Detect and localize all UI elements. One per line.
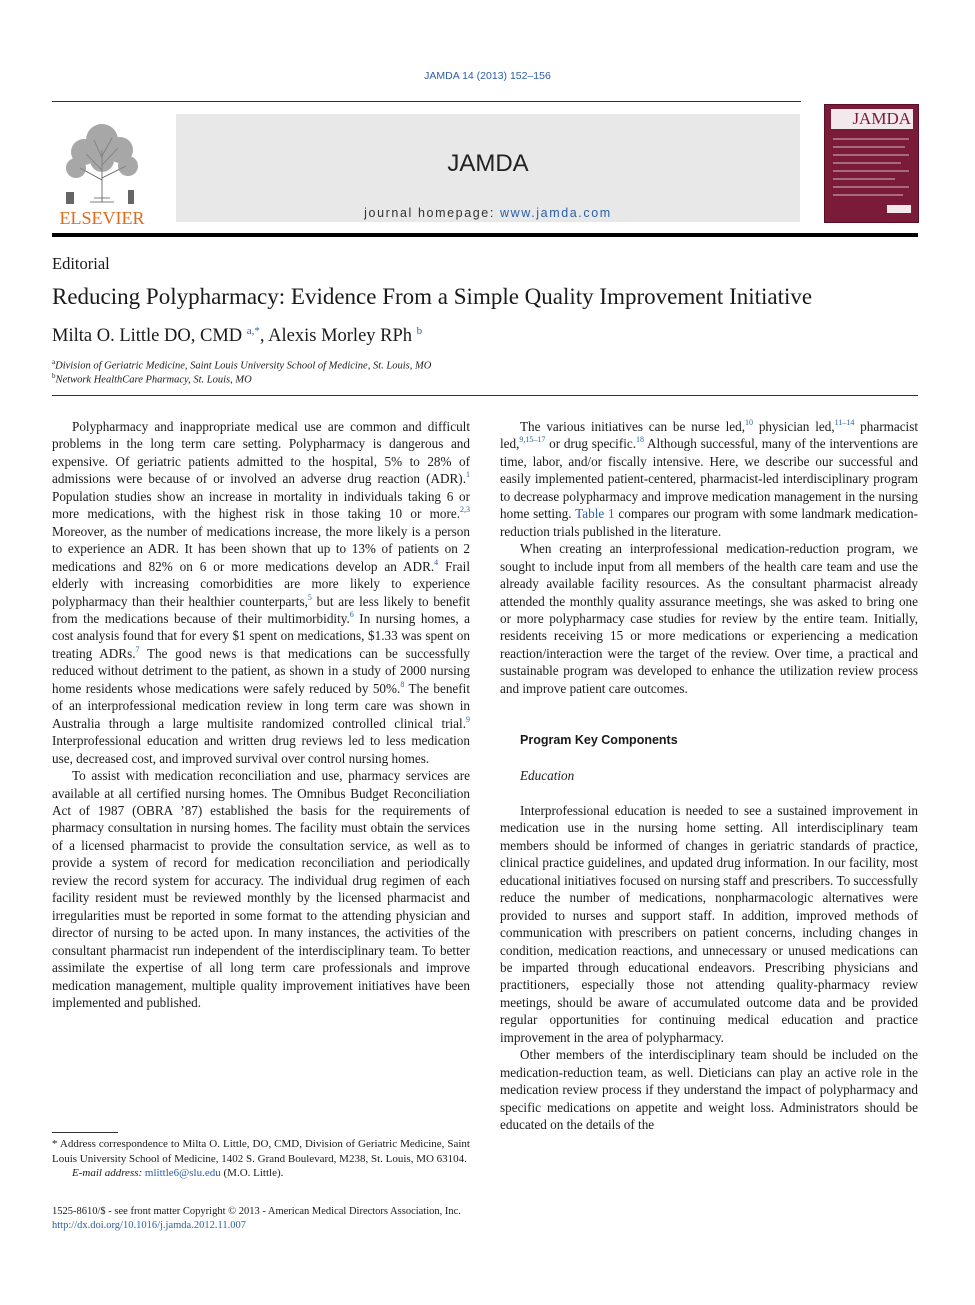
section-heading: Program Key Components bbox=[520, 733, 678, 748]
elsevier-wordmark: ELSEVIER bbox=[59, 208, 145, 228]
header-rule bbox=[52, 101, 801, 102]
author-separator: , bbox=[259, 326, 269, 346]
doi-link[interactable]: http://dx.doi.org/10.1016/j.jamda.2012.11.007 bbox=[52, 1220, 246, 1231]
body-paragraph: Polypharmacy and inappropriate medical use are common and difficult problems in the long term care setting. Polypharmacy is dangerous and expensive. Of geriatric patients admitted to the hospital, 5% to 28% of admissions were because of or involved an adverse drug reaction (ADR).$^1$ Population studies show an increase in mortality in individuals taking 6 or more medications, with the highest risk in those taking 10 or more.$^{2,3}$ Moreover, as the number of medications increase, the more likely is a person to experience an ADR. It has been shown that up to 13% of patients on 2 medications and 82% on 6 or more medications develop an ADR.$^4$ Frail elderly with increasing comorbidities are more likely to experience polypharmacy than their healthier counterparts,$^5$ but are less likely to benefit from the medications because of their multimorbidity.$^6$ In nursing homes, a cost analysis found that for every $1 spent on medications, $1.33 was spent on treating ADRs.$^7$ The good news is that medications can be successfully reduced without detriment to the patient, as shown in a study of 2000 nursing home residents whose medications were safely reduced by 50%.$^8$ The benefit of an interprofessional medication review in long term care was shown in Australia through a large multisite randomized controlled clinical trial.$^9$ Interprofessional education and written drug reviews led to less medication use, decreased cost, and improved survival over control nursing homes. bbox=[52, 419, 470, 766]
reference-link[interactable]: 11–14 bbox=[834, 418, 855, 427]
email-label: E-mail address: bbox=[72, 1167, 143, 1179]
correspondence-text: * Address correspondence to Milta O. Little, DO, CMD, Division of Geriatric Medicine, Saint Louis University School of Medicine, 1402 S. Grand Boulevard, M238, St. Louis, MO 63104. bbox=[52, 1138, 470, 1165]
article-title: Reducing Polypharmacy: Evidence From a Simple Quality Improvement Initiative bbox=[52, 284, 813, 309]
body-paragraph: Other members of the interdisciplinary team should be included on the medication-reduction team, as well. Dieticians can play an active role in the medication review process if they understand the impact of polypharmacy and specific medications on appetite and weight loss. Administrators should be educated on the details of the bbox=[500, 1047, 918, 1133]
footnote-rule bbox=[52, 1132, 118, 1133]
journal-title: JAMDA bbox=[447, 150, 529, 177]
affiliation-a bbox=[52, 358, 431, 372]
reference-link[interactable]: 2,3 bbox=[460, 505, 470, 515]
page-footer bbox=[52, 1205, 461, 1233]
email-suffix: (M.O. Little). bbox=[220, 1167, 284, 1179]
reference-link[interactable]: 8 bbox=[400, 679, 405, 689]
email-link[interactable]: mlittle6@slu.edu bbox=[144, 1167, 221, 1179]
reference-link[interactable]: 6 bbox=[349, 609, 354, 619]
elsevier-logo bbox=[50, 110, 154, 228]
journal-citation[interactable]: JAMDA 14 (2013) 152–156 bbox=[424, 70, 551, 82]
body-paragraph: To assist with medication reconciliation and use, pharmacy services are available at all certified nursing homes. The Omnibus Budget Reconciliation Act of 1987 (OBRA ’87) established the basis for the requirements of pharmacy consultation in nursing homes. The facility must obtain the services of a licensed pharmacist to provide the consultation service, as well as to provide a system of record for medication reconciliation and periodically review the record system for accuracy. The individual drug regimen of each facility resident must be reviewed monthly by the licensed pharmacist and irregularities must be reported in some format to the attending physician and director of nursing to be acted upon. In many instances, the activities of the consultant pharmacist run independent of the interdisciplinary team. To better assimilate the expertise of all long term care professionals and improve medication management, multiple quality improvement initiatives have been implemented and published. bbox=[52, 768, 470, 1010]
reference-link[interactable]: 4 bbox=[434, 557, 439, 567]
title-block-rule bbox=[52, 395, 918, 396]
author-name[interactable]: Alexis Morley RPh bbox=[268, 326, 413, 346]
body-paragraph: The various initiatives can be nurse led,$^{10}$ physician led,$^{11-14}$ pharmacist led,$^{9,15-17}$ or drug specific.$^{18}$ Although successful, many of the interventions are time, labor, and/or fiscally intensive. Here, we describe our successful and easily implemented patient-centered, pharmacist-led interdisciplinary program to decrease polypharmacy and improve medication management in the nursing home setting. Table 1 compares our program with some landmark medication-reduction trials published in the literature. bbox=[500, 418, 919, 539]
author-list bbox=[52, 325, 422, 347]
right-column bbox=[500, 418, 918, 1134]
table-link[interactable]: Table 1 bbox=[575, 506, 615, 522]
affiliation-text: Network HealthCare Pharmacy, St. Louis, MO bbox=[55, 374, 252, 386]
correspondence-footnote bbox=[52, 1137, 470, 1181]
affiliation-b bbox=[52, 372, 252, 386]
homepage-label: journal homepage: bbox=[364, 206, 495, 220]
copyright-line: 1525-8610/$ - see front matter Copyright © 2013 - American Medical Directors Association, Inc. bbox=[52, 1206, 461, 1217]
journal-homepage bbox=[176, 206, 800, 220]
reference-link[interactable]: 18 bbox=[636, 435, 645, 445]
affiliation-marker: b bbox=[52, 372, 56, 380]
reference-link[interactable]: 5 bbox=[307, 592, 312, 602]
author-affiliation-marker[interactable]: a,* bbox=[246, 325, 260, 337]
body-paragraph: Interprofessional education is needed to see a sustained improvement in medication use in the nursing home setting. All interdisciplinary team members should be informed of changes in geriatric standards of practice, clinical practice guidelines, and updated drug information. In our facility, most educational initiatives focused on nursing staff and prescribers. To successfully reduce the number of medications, nonpharmacologic alternatives were provided to nurses and support staff. In addition, improved methods of communication with prescribers on patient concerns, including changes in condition, medication reactions, and unnecessary or unused medications can be imparted through educational endeavors. Prescribing physicians and practitioners, especially those not attending quality-pharmacy review meetings, should be aware of accumulated outcome data and be provided regular opportunities for continuing medical education and practice improvement in the area of polypharmacy. bbox=[500, 802, 918, 1045]
reference-link[interactable]: 9 bbox=[466, 714, 470, 724]
reference-link[interactable]: 7 bbox=[135, 644, 140, 654]
author-name[interactable]: Milta O. Little DO, CMD bbox=[52, 326, 243, 346]
subsection-heading: Education bbox=[520, 768, 575, 784]
article-section-type: Editorial bbox=[52, 254, 110, 273]
affiliation-marker: a bbox=[52, 358, 56, 366]
cover-title: JAMDA bbox=[852, 109, 911, 128]
email-line bbox=[52, 1166, 470, 1181]
reference-link[interactable]: 1 bbox=[466, 470, 470, 480]
affiliation-text: Division of Geriatric Medicine, Saint Louis University School of Medicine, St. Louis, MO bbox=[55, 360, 432, 372]
header-thick-rule bbox=[52, 233, 918, 237]
author-affiliation-marker[interactable]: b bbox=[416, 325, 423, 337]
reference-link[interactable]: 10 bbox=[745, 418, 754, 427]
homepage-link[interactable]: www.jamda.com bbox=[500, 206, 612, 220]
reference-link[interactable]: 9,15–17 bbox=[519, 435, 546, 445]
body-paragraph: When creating an interprofessional medication-reduction program, we sought to include input from all members of the health care team and use the already available facility resources. As the consultant pharmacist already attended the monthly quality assurance meetings, she was asked to bring one or more polypharmacy case studies for review by the entire team. Initially, residents receiving 15 or more medications or experiencing a medication reaction/interaction were the target of the review. Over time, a practical and sustainable program was developed to enhance the utilization review process and improve patient care outcomes. bbox=[500, 541, 918, 696]
journal-cover-thumbnail[interactable] bbox=[824, 104, 919, 223]
left-column bbox=[52, 418, 470, 1011]
